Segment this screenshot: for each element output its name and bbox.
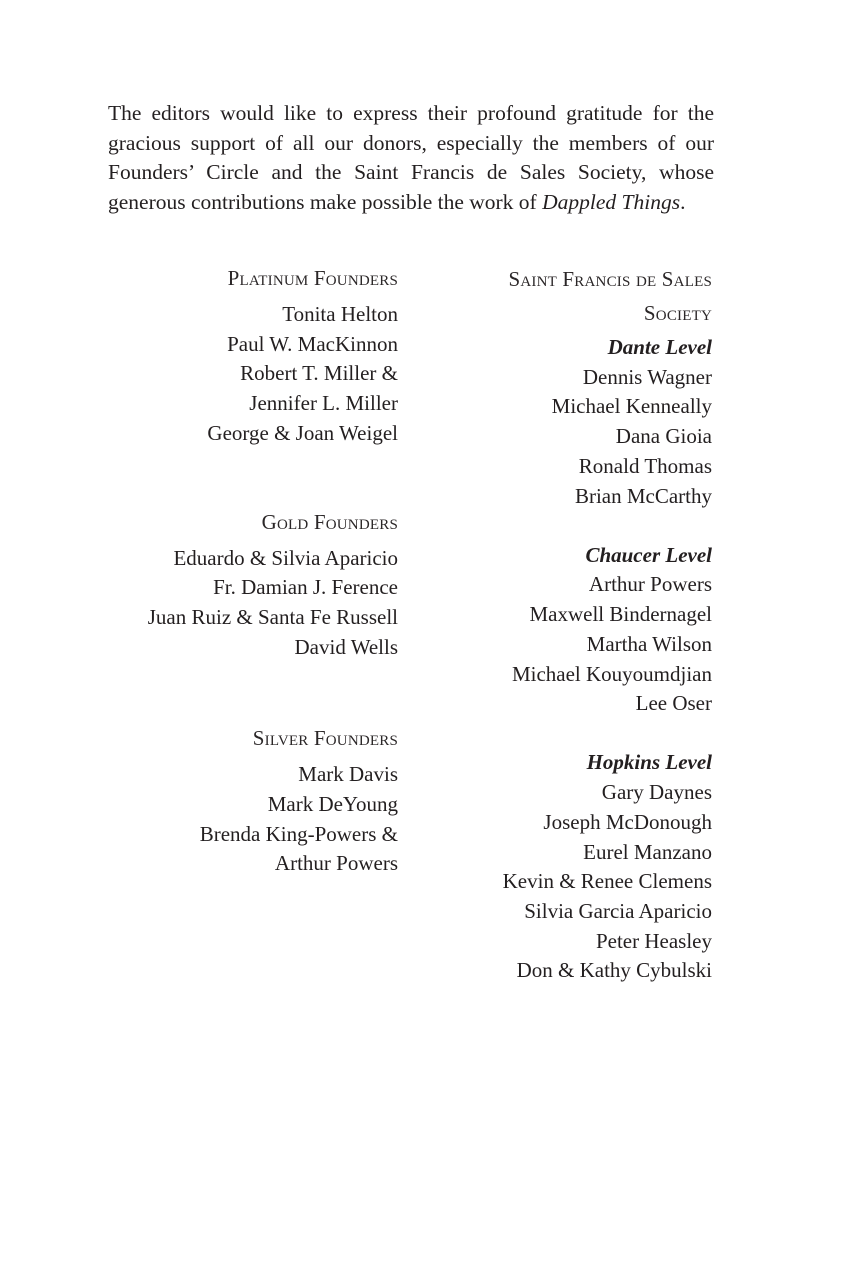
chaucer-level-heading: Chaucer Level: [585, 542, 712, 567]
donor-name: Eurel Manzano: [583, 839, 712, 864]
donor-name: Jennifer L. Miller: [249, 391, 398, 416]
platinum-founders-heading: Platinum Founders: [227, 266, 398, 290]
donor-name: Mark Davis: [298, 762, 398, 787]
donor-name: Mark DeYoung: [267, 792, 398, 817]
silver-founders-list: [78, 760, 398, 879]
hopkins-level-section: [412, 748, 712, 986]
donor-name: Silvia Garcia Aparicio: [524, 898, 712, 923]
donor-name: Juan Ruiz & Santa Fe Russell: [147, 604, 398, 629]
donor-name: Michael Kenneally: [551, 394, 712, 419]
donor-name: Brenda King-Powers &: [199, 821, 398, 846]
donor-name: Ronald Thomas: [578, 453, 712, 478]
donor-name: Fr. Damian J. Ference: [213, 575, 398, 600]
dante-level-section: [412, 333, 712, 511]
donor-name: George & Joan Weigel: [207, 420, 398, 445]
donor-name: Joseph McDonough: [543, 809, 712, 834]
founders-column: [78, 262, 398, 879]
gold-founders-heading: Gold Founders: [261, 509, 398, 534]
donor-name: Don & Kathy Cybulski: [516, 958, 712, 983]
gold-founders-section: [78, 506, 398, 663]
donor-name: Tonita Helton: [282, 302, 398, 326]
intro-paragraph: [108, 99, 714, 217]
donor-name: Kevin & Renee Clemens: [502, 869, 712, 894]
donor-name: Brian McCarthy: [574, 483, 712, 508]
donor-name: Paul W. MacKinnon: [227, 331, 398, 356]
silver-founders-heading: Silver Founders: [252, 726, 398, 751]
society-heading-line2: Society: [643, 301, 712, 325]
magazine-title: Dappled Things: [542, 189, 681, 214]
hopkins-level-list: [412, 778, 712, 986]
donor-name: Maxwell Bindernagel: [529, 602, 712, 627]
donor-name: Eduardo & Silvia Aparicio: [173, 545, 398, 570]
society-heading-block: [412, 262, 712, 330]
donor-name: Arthur Powers: [274, 851, 398, 876]
chaucer-level-list: [412, 570, 712, 719]
donor-name: David Wells: [294, 634, 398, 659]
donor-name: Martha Wilson: [586, 631, 712, 656]
donor-name: Peter Heasley: [595, 928, 712, 953]
silver-founders-section: [78, 722, 398, 879]
donor-name: Dana Gioia: [615, 424, 712, 449]
society-column: [412, 262, 712, 986]
platinum-founders-section: [78, 262, 398, 449]
society-heading: [412, 262, 712, 330]
dante-level-heading: Dante Level: [607, 335, 712, 359]
dante-level-list: [412, 363, 712, 512]
chaucer-level-section: [412, 541, 712, 719]
donor-name: Michael Kouyoumdjian: [511, 661, 712, 686]
donor-name: Robert T. Miller &: [240, 361, 398, 386]
donor-name: Gary Daynes: [601, 780, 712, 805]
society-heading-line1: Saint Francis de Sales: [508, 267, 712, 291]
hopkins-level-heading: Hopkins Level: [586, 750, 712, 775]
gold-founders-list: [78, 544, 398, 663]
intro-end: .: [680, 189, 686, 214]
donor-name: Arthur Powers: [588, 572, 712, 597]
donor-name: Lee Oser: [635, 691, 712, 716]
intro-text: The editors would like to express their profound gratitude for the gracious support of all our donors, especially the members of our Founders’ Circle and the Saint Francis de Sales Society, whose generous contributions make possible the work of: [108, 101, 714, 214]
donor-name: Dennis Wagner: [582, 364, 712, 389]
platinum-founders-list: [78, 300, 398, 449]
